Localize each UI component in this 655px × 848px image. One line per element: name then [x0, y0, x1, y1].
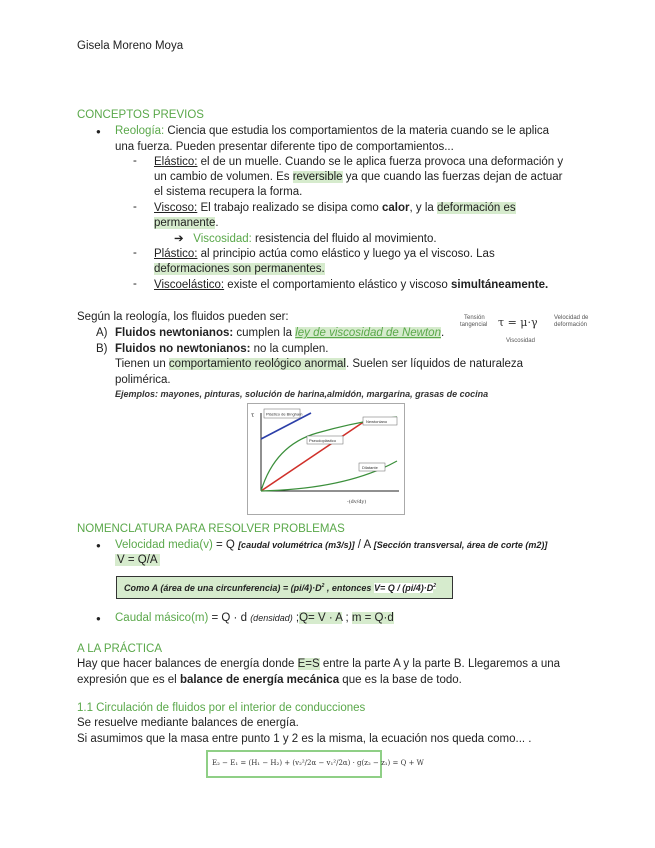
- viscoelastico-line: [154, 278, 548, 293]
- viscosidad-term: Viscosidad:: [193, 233, 252, 245]
- fluid-b-marker: B): [96, 343, 108, 355]
- velocidad-result: V = Q/A: [117, 554, 158, 566]
- viscoso-text1b: , y la: [409, 202, 437, 214]
- practica-text1b: entre la parte A y la parte B. Llegaremos a una: [319, 658, 561, 670]
- velocidad-result-line: [115, 553, 160, 568]
- chart-label-dilatante: Dilatante: [362, 465, 378, 470]
- masico-sep: ;: [292, 612, 300, 624]
- elastico-highlight: reversible: [292, 171, 343, 183]
- practica-text2a: expresión que es el: [77, 674, 180, 686]
- elastico-line1: [154, 155, 563, 170]
- viscoelastico-bold: simultáneamente.: [451, 279, 549, 291]
- fluid-a-line: [115, 326, 444, 341]
- section-heading-conceptos: CONCEPTOS PREVIOS: [77, 109, 204, 121]
- masico-sep2: ;: [342, 612, 352, 624]
- elastico-line3: el sistema recupera la forma.: [154, 186, 303, 198]
- masico-term: Caudal másico(m): [115, 612, 209, 624]
- elastico-text2b: ya que cuando las fuerzas dejan de actuar: [342, 171, 563, 183]
- fluid-b-line: [115, 342, 328, 357]
- newton-formula-figure: [458, 312, 598, 348]
- velocidad-a-note: [Sección transversal, área de corte (m2)]: [373, 540, 548, 550]
- section-heading-nomenclatura: NOMENCLATURA PARA RESOLVER PROBLEMAS: [77, 523, 345, 535]
- fluid-b-text2a: Tienen un: [115, 358, 169, 370]
- plastico-term: Plástico:: [154, 248, 198, 260]
- velocidad-term: Velocidad media(v): [115, 539, 213, 551]
- dash-marker: -: [133, 155, 137, 167]
- area-highlight: V= Q / (pi/4)·D: [373, 583, 434, 593]
- velocidad-div: / A: [354, 539, 374, 551]
- velocidad-q-note: [caudal volumétrica (m3/s)]: [238, 540, 355, 550]
- dash-marker: -: [133, 201, 137, 213]
- chart-ylabel: τ: [251, 412, 255, 419]
- fluid-a-bold: Fluidos newtonianos:: [115, 327, 234, 339]
- reologia-term: Reología:: [115, 125, 165, 137]
- area-sup-2: 2: [433, 583, 436, 589]
- elastico-text2a: un cambio de volumen. Es: [154, 171, 293, 183]
- fluid-b-line3: polimérica.: [115, 374, 171, 386]
- formula-velocidad-label: [554, 315, 588, 329]
- practica-highlight: E=S: [297, 658, 320, 670]
- viscoso-highlight2: permanente: [154, 217, 216, 229]
- reologia-line1: [115, 124, 549, 139]
- fluid-a-text: cumplen la: [233, 327, 296, 339]
- viscosidad-line: [174, 232, 437, 247]
- formula-tangencial: tangencial: [460, 322, 488, 328]
- practica-line1: [77, 657, 560, 672]
- formula-deformacion: deformación: [554, 322, 588, 328]
- viscoso-term: Viscoso:: [154, 202, 198, 214]
- viscoso-text2b: .: [215, 217, 219, 229]
- bullet-icon: ●: [96, 541, 101, 550]
- energy-equation-box: [206, 750, 424, 778]
- chart-legend-text: Plástico de Bingham: [266, 411, 303, 417]
- area-formula-text: [124, 583, 436, 593]
- masico-highlight2: m = Q·d: [351, 612, 394, 624]
- practica-line2: [77, 673, 462, 688]
- chart-label-pseudoplastico: Pseudoplástico: [309, 438, 337, 443]
- masico-eq: = Q · d: [208, 612, 251, 624]
- practica-bold: balance de energía mecánica: [179, 674, 340, 686]
- dash-marker: -: [133, 278, 137, 290]
- plastico-line1: [154, 247, 495, 262]
- viscoso-line2: [154, 216, 219, 231]
- author-name: Gisela Moreno Moya: [77, 40, 184, 52]
- formula-viscosidad: Viscosidad: [506, 338, 535, 344]
- formula-tension-label: [460, 315, 487, 329]
- arrow-right-icon: ➔: [174, 233, 184, 245]
- area-text-b: , entonces: [324, 583, 374, 593]
- viscoso-highlight1: deformación es: [437, 202, 516, 214]
- newton-law-link[interactable]: ley de viscosidad de Newton: [295, 327, 441, 339]
- viscosidad-def: resistencia del fluido al movimiento.: [251, 233, 437, 245]
- formula-velocidad: Velocidad de: [554, 315, 589, 321]
- viscoso-line1: [154, 201, 516, 216]
- viscoso-text1a: El trabajo realizado se disipa como: [197, 202, 383, 214]
- fluid-b-bold: Fluidos no newtonianos:: [115, 343, 251, 355]
- reologia-line2: una fuerza. Pueden presentar diferente tipo de comportamientos...: [115, 141, 454, 153]
- rheology-chart: [247, 403, 405, 515]
- viscoso-bold: calor: [382, 202, 410, 214]
- viscoelastico-term: Viscoelástico:: [154, 279, 225, 291]
- masico-highlight1: Q= V · A: [299, 612, 343, 624]
- energy-equation: E₂ − E₁ = (H₁ − H₂) + (v₂²/2α − v₁²/2α) · g(z₂ − z₁) = Q + W: [212, 759, 424, 767]
- area-text-a: Como A (área de una circunferencia) = (pi/4)·D: [124, 583, 322, 593]
- elastico-line2: [154, 170, 563, 185]
- fluid-a-marker: A): [96, 327, 108, 339]
- section-heading-circulacion: 1.1 Circulación de fluidos por el interior de conducciones: [77, 702, 366, 714]
- circulacion-line1: Se resuelve mediante balances de energía.: [77, 717, 299, 729]
- viscoelastico-text: existe el comportamiento elástico y viscoso: [224, 279, 452, 291]
- masico-d-note: (densidad): [250, 613, 293, 623]
- elastico-term: Elástico:: [154, 156, 198, 168]
- formula-tension: Tensión: [464, 315, 485, 321]
- fluid-b-text: no la cumplen.: [250, 343, 329, 355]
- chart-label-newtoniano: Newtoniano: [366, 419, 388, 424]
- practica-text1a: Hay que hacer balances de energía donde: [77, 658, 298, 670]
- velocidad-eq: = Q: [212, 539, 239, 551]
- chart-xlabel: -(dv/dy): [347, 499, 367, 505]
- masico-line: [115, 611, 394, 626]
- reologia-def1: Ciencia que estudia los comportamientos de la materia cuando se le aplica: [164, 125, 550, 137]
- bullet-icon: ●: [96, 127, 101, 136]
- fluid-a-end: .: [440, 327, 445, 339]
- plastico-text1: al principio actúa como elástico y luego ya el viscoso. Las: [197, 248, 495, 260]
- area-formula-box: [116, 576, 453, 599]
- fluid-b-highlight: comportamiento reológico anormal: [168, 358, 346, 370]
- section-heading-practica: A LA PRÁCTICA: [77, 643, 163, 655]
- examples-line: Ejemplos: mayones, pinturas, solución de harina,almidón, margarina, grasas de cocina: [115, 389, 489, 399]
- fluid-b-line2: [115, 357, 523, 372]
- elastico-text1: el de un muelle. Cuando se le aplica fuerza provoca una deformación y: [197, 156, 564, 168]
- fluids-intro: Según la reología, los fluidos pueden ser:: [77, 311, 289, 323]
- dash-marker: -: [133, 247, 137, 259]
- velocidad-line: [115, 538, 547, 553]
- practica-text2b: que es la base de todo.: [339, 674, 462, 686]
- plastico-line2: [154, 262, 325, 277]
- bullet-icon: ●: [96, 614, 101, 623]
- circulacion-line2: Si asumimos que la masa entre punto 1 y 2 es la misma, la ecuación nos queda como... .: [77, 733, 532, 745]
- fluid-b-text2b: . Suelen ser líquidos de naturaleza: [345, 358, 524, 370]
- plastico-highlight: deformaciones son permanentes.: [154, 263, 325, 275]
- formula-equation: τ = μ·γ: [498, 316, 538, 329]
- area-sup: 2: [321, 583, 325, 589]
